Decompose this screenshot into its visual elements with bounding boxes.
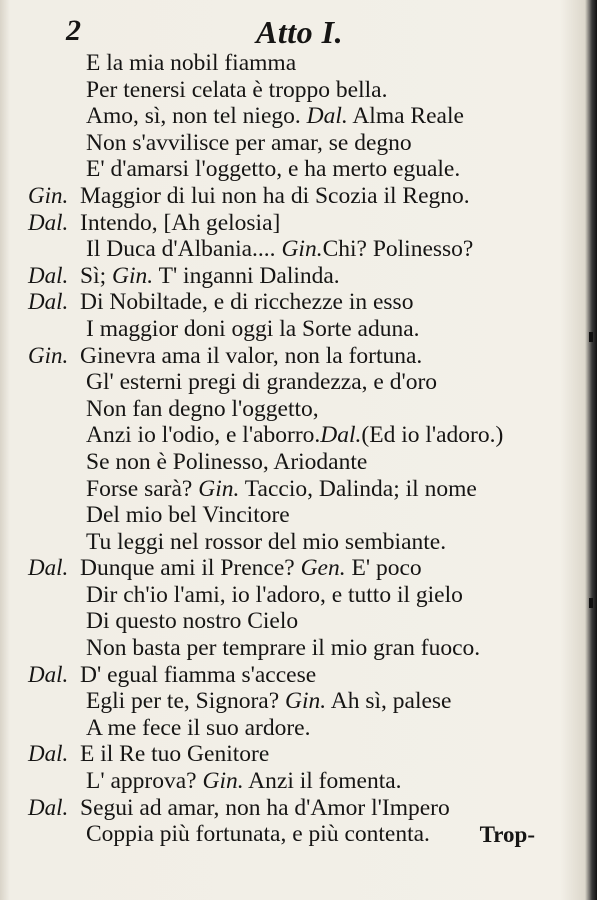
verse-line bbox=[0, 343, 597, 370]
speaker-label: Dal. bbox=[28, 794, 69, 820]
line-segment: Il Duca d'Albania.... bbox=[86, 236, 282, 263]
line-text: Dir ch'io l'ami, io l'adoro, e tutto il gielo bbox=[86, 581, 463, 608]
speaker-label: Gin. bbox=[28, 342, 69, 368]
verse-line bbox=[0, 263, 597, 290]
line-segment: Dunque ami il Prence? bbox=[80, 555, 301, 582]
speaker-label: Dal. bbox=[28, 262, 69, 288]
line-segment: Chi? Polinesso? bbox=[322, 236, 474, 263]
line-text: E la mia nobil fiamma bbox=[86, 50, 297, 76]
line-text: Non basta per temprare il mio gran fuoco. bbox=[86, 635, 481, 662]
line-text: D' egual fiamma s'accese bbox=[80, 661, 317, 688]
line-text: Intendo, [Ah gelosia] bbox=[80, 209, 281, 236]
inline-speaker-label: Dal. bbox=[306, 103, 348, 130]
verse-line bbox=[0, 768, 597, 795]
speaker-label: Dal. bbox=[28, 661, 69, 687]
verse-line bbox=[0, 289, 597, 316]
page-edge-mark bbox=[589, 332, 593, 342]
line-text: Maggior di lui non ha di Scozia il Regno. bbox=[80, 182, 470, 209]
line-text: Coppia più fortunata, e più contenta. bbox=[86, 821, 430, 848]
line-text bbox=[86, 768, 402, 795]
verse-line bbox=[0, 236, 597, 263]
line-text bbox=[80, 263, 340, 290]
line-text bbox=[86, 236, 473, 263]
line-text bbox=[86, 476, 477, 503]
verse-line bbox=[0, 77, 597, 104]
line-text: Del mio bel Vincitore bbox=[86, 502, 290, 529]
line-text: Non s'avvilisce per amar, se degno bbox=[86, 129, 412, 156]
line-segment: Anzi il fomenta. bbox=[243, 768, 402, 795]
verse-line bbox=[0, 741, 597, 768]
verse-line bbox=[0, 103, 597, 130]
speaker-label: Gin. bbox=[28, 182, 69, 208]
page-edge-mark bbox=[589, 598, 593, 608]
line-text: Tu leggi nel rossor del mio sembiante. bbox=[86, 528, 447, 555]
inline-speaker-label: Gin. bbox=[112, 262, 154, 289]
line-text: E' d'amarsi l'oggetto, e ha merto eguale. bbox=[86, 156, 461, 183]
verse-line bbox=[0, 156, 597, 183]
line-segment: Forse sarà? bbox=[86, 475, 199, 502]
line-segment: Ah sì, palese bbox=[326, 688, 452, 715]
line-segment: T' inganni Dalinda. bbox=[153, 262, 340, 289]
line-text bbox=[86, 422, 503, 449]
line-segment: L' approva? bbox=[86, 768, 203, 795]
speaker-label: Dal. bbox=[28, 209, 69, 235]
line-segment: Amo, sì, non tel niego. bbox=[86, 103, 307, 130]
verse-line bbox=[0, 210, 597, 237]
line-text: Per tenersi celata è troppo bella. bbox=[86, 76, 388, 103]
verse-line bbox=[0, 795, 597, 822]
speaker-label: Dal. bbox=[28, 555, 69, 581]
inline-speaker-label: Gin. bbox=[281, 236, 323, 263]
line-segment: E' poco bbox=[345, 555, 422, 582]
line-segment: Anzi io l'odio, e l'aborro. bbox=[86, 422, 321, 449]
inline-speaker-label: Gin. bbox=[285, 688, 327, 715]
verse-line bbox=[0, 582, 597, 609]
verse-line bbox=[0, 130, 597, 157]
line-text: Non fan degno l'oggetto, bbox=[86, 395, 319, 422]
verse-line bbox=[0, 369, 597, 396]
page-number: 2 bbox=[66, 14, 81, 47]
verse-text bbox=[0, 50, 597, 848]
verse-line bbox=[0, 476, 597, 503]
speaker-label: Dal. bbox=[28, 741, 69, 767]
speaker-label: Dal. bbox=[28, 289, 69, 315]
verse-line bbox=[0, 608, 597, 635]
verse-line bbox=[0, 183, 597, 210]
verse-line bbox=[0, 688, 597, 715]
verse-line bbox=[0, 555, 597, 582]
line-segment: (Ed io l'adoro.) bbox=[361, 422, 504, 449]
line-segment: Taccio, Dalinda; il nome bbox=[239, 475, 477, 502]
inline-speaker-label: Gin. bbox=[198, 475, 240, 502]
inline-speaker-label: Gen. bbox=[300, 555, 346, 582]
verse-line bbox=[0, 422, 597, 449]
inline-speaker-label: Dal. bbox=[320, 422, 362, 449]
line-segment: Alma Reale bbox=[347, 103, 464, 130]
line-text: Se non è Polinesso, Ariodante bbox=[86, 448, 368, 475]
verse-line bbox=[0, 529, 597, 556]
verse-line bbox=[0, 502, 597, 529]
line-text: Di Nobiltade, e di ricchezze in esso bbox=[80, 289, 414, 316]
line-text: Gl' esterni pregi di grandezza, e d'oro bbox=[86, 369, 438, 396]
verse-line bbox=[0, 449, 597, 476]
verse-line bbox=[0, 50, 597, 77]
page-header bbox=[0, 14, 597, 48]
line-text: E il Re tuo Genitore bbox=[80, 741, 270, 768]
line-text: I maggior doni oggi la Sorte aduna. bbox=[86, 315, 420, 342]
verse-line bbox=[0, 316, 597, 343]
catchword: Trop- bbox=[479, 822, 535, 847]
line-text: A me fece il suo ardore. bbox=[86, 714, 311, 741]
line-text bbox=[86, 103, 464, 130]
line-text: Ginevra ama il valor, non la fortuna. bbox=[80, 342, 423, 369]
line-text bbox=[86, 688, 452, 715]
running-head: Atto I. bbox=[256, 14, 344, 50]
verse-line bbox=[0, 396, 597, 423]
verse-line bbox=[0, 635, 597, 662]
line-text bbox=[80, 555, 422, 582]
verse-line bbox=[0, 662, 597, 689]
line-text: Di questo nostro Cielo bbox=[86, 608, 299, 635]
line-text: Segui ad amar, non ha d'Amor l'Impero bbox=[80, 794, 450, 821]
line-segment: Sì; bbox=[80, 262, 113, 289]
verse-line bbox=[0, 715, 597, 742]
line-segment: Egli per te, Signora? bbox=[86, 688, 286, 715]
inline-speaker-label: Gin. bbox=[202, 768, 244, 795]
